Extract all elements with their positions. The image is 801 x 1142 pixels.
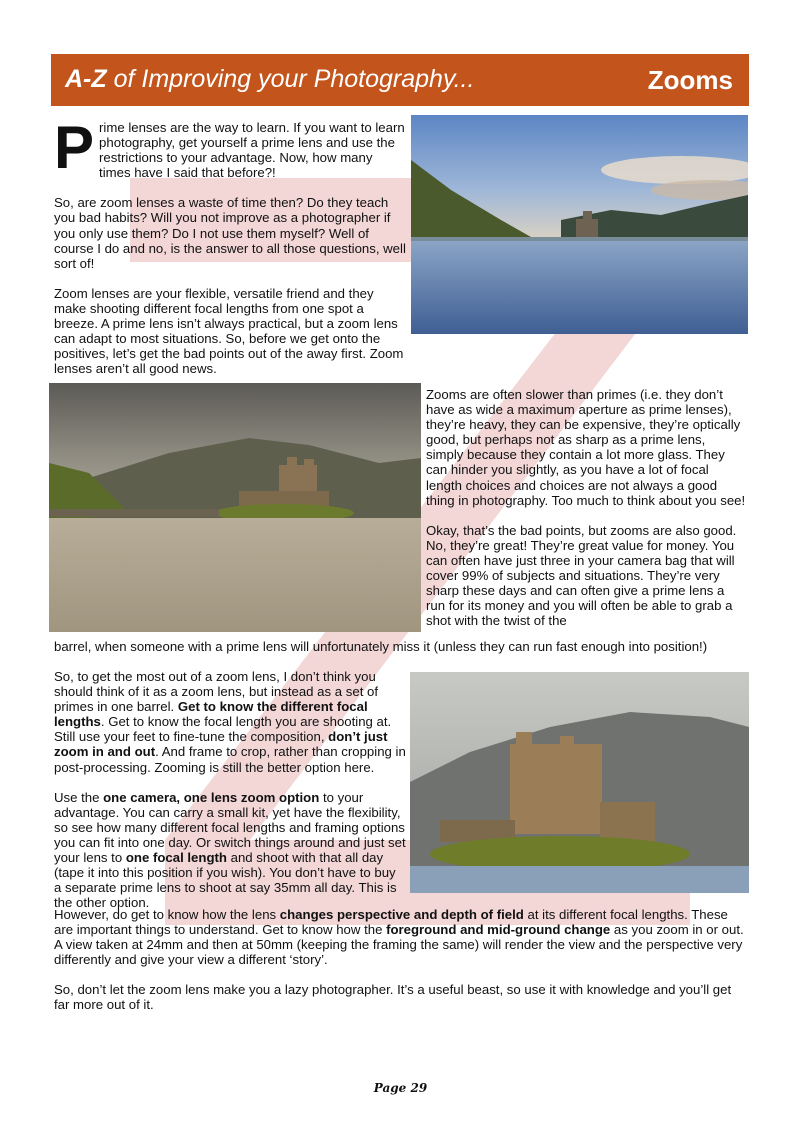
p7-bold-1: one camera, one lens zoom option (103, 789, 320, 805)
page-number: Page 29 (373, 1081, 428, 1095)
left-column-lower (54, 669, 406, 910)
title-rest: of Improving your Photography... (106, 65, 475, 93)
p7t-bold-1: changes perspective and depth of field (279, 907, 524, 922)
paragraph-5-tail: barrel, when someone with a prime lens will unfortunately miss it (unless they can run fast enough into position!) (54, 639, 708, 654)
intro-column (54, 114, 406, 377)
right-column-middle (426, 387, 746, 628)
paragraph-2: So, are zoom lenses a waste of time then? Do they teach you bad habits? Will you not improve as a photographer if you only use them? Do I not use them myself? Well of course I do and no, is the answer to all those questions, well sort of! (54, 195, 406, 271)
p7-e: and shoot with that all day (tape it into this position if you wish). You don’t have to buy a separate prime lens to shoot at say 35mm all day. This is the other option. (54, 850, 397, 911)
paragraph-8: So, don’t let the zoom lens make you a lazy photographer. It’s a useful beast, so use it with knowledge and you’ll get far more out of it. (54, 982, 732, 1013)
header-banner (51, 54, 749, 106)
castle-closeup-photo (410, 672, 749, 893)
paragraph-3: Zoom lenses are your flexible, versatile friend and they make shooting different focal lengths from one spot a breeze. A prime lens isn’t always practical, but a zoom lens can adapt to most situations. So, before we get onto the positives, let’s get the bad points out of the away first. Zoom lenses aren’t all good news. (54, 285, 404, 377)
p6-e: . And frame to crop, rather than cropping in post-processing. Zooming is still the better option here. (54, 744, 406, 775)
p6-bold-1: Get to know the different focal lengths (54, 699, 368, 730)
paragraph-6 (54, 669, 406, 775)
paragraph-1-text: rime lenses are the way to learn. If you want to learn photography, get yourself a prime lens and use the restrictions to your advantage. Now, how many times have I said that before?! (99, 120, 405, 181)
title-bold: A-Z (65, 65, 107, 93)
p6-bold-2: don’t just zoom in and out (54, 729, 388, 760)
p7-a: Use the (54, 789, 104, 805)
p7-c: to your advantage. You can carry a small kit, yet have the flexibility, so see how many different focal lengths and framing options you can fit into one day. Or switch things around and just set your lens to (54, 789, 406, 866)
p7t-a: However, do get to know how the lens (54, 907, 280, 922)
castle-bridge-photo (49, 383, 421, 632)
section-title: Zooms (647, 65, 733, 95)
p6-c: . Get to know the focal length you are shooting at. Still use your feet to fine-tune the composition, (54, 714, 392, 745)
full-width-lower (54, 907, 748, 1013)
paragraph-5: Okay, that’s the bad points, but zooms are also good. No, they’re great! They’re great value for money. You can often have just three in your camera bag that will cover 99% of subjects and situations. They’re very sharp these days and can often give a prime lens a run for its money and you will often be able to grab a shot with the twist of the (426, 522, 737, 629)
drop-cap: P (54, 114, 95, 181)
paragraph-7 (54, 790, 406, 911)
paragraph-4: Zooms are often slower than primes (i.e. they don’t have as wide a maximum aperture as prime lenses), they’re heavy, they can be expensive, they’re optically good, but perhaps not as sharp as a prime lens, simply because they contain a lot more glass. They can hinder you slightly, as you have a lot of focal length choices and choices are not always a good thing in photography. Too much to think about you see! (426, 387, 746, 508)
page-title (65, 65, 474, 94)
paragraph-7-tail (54, 907, 748, 967)
p7t-bold-2: foreground and mid-ground change (386, 922, 611, 938)
p6-a: So, to get the most out of a zoom lens, I don’t think you should think of it as a zoom lens, but instead as a set of primes in one barrel. (54, 669, 379, 715)
p7-bold-2: one focal length (125, 850, 227, 866)
paragraph-1 (54, 114, 406, 181)
p7t-e: as you zoom in or out. A view taken at 24mm and then at 50mm (keeping the framing the same) will render the view and the perspective very differently and give your view a different ‘story’. (54, 922, 744, 968)
castle-loch-wide-photo (411, 115, 748, 334)
paragraph-5-tail-block (54, 639, 748, 654)
p7t-c: at its different focal lengths. These are important things to understand. Get to know how the (54, 907, 728, 938)
